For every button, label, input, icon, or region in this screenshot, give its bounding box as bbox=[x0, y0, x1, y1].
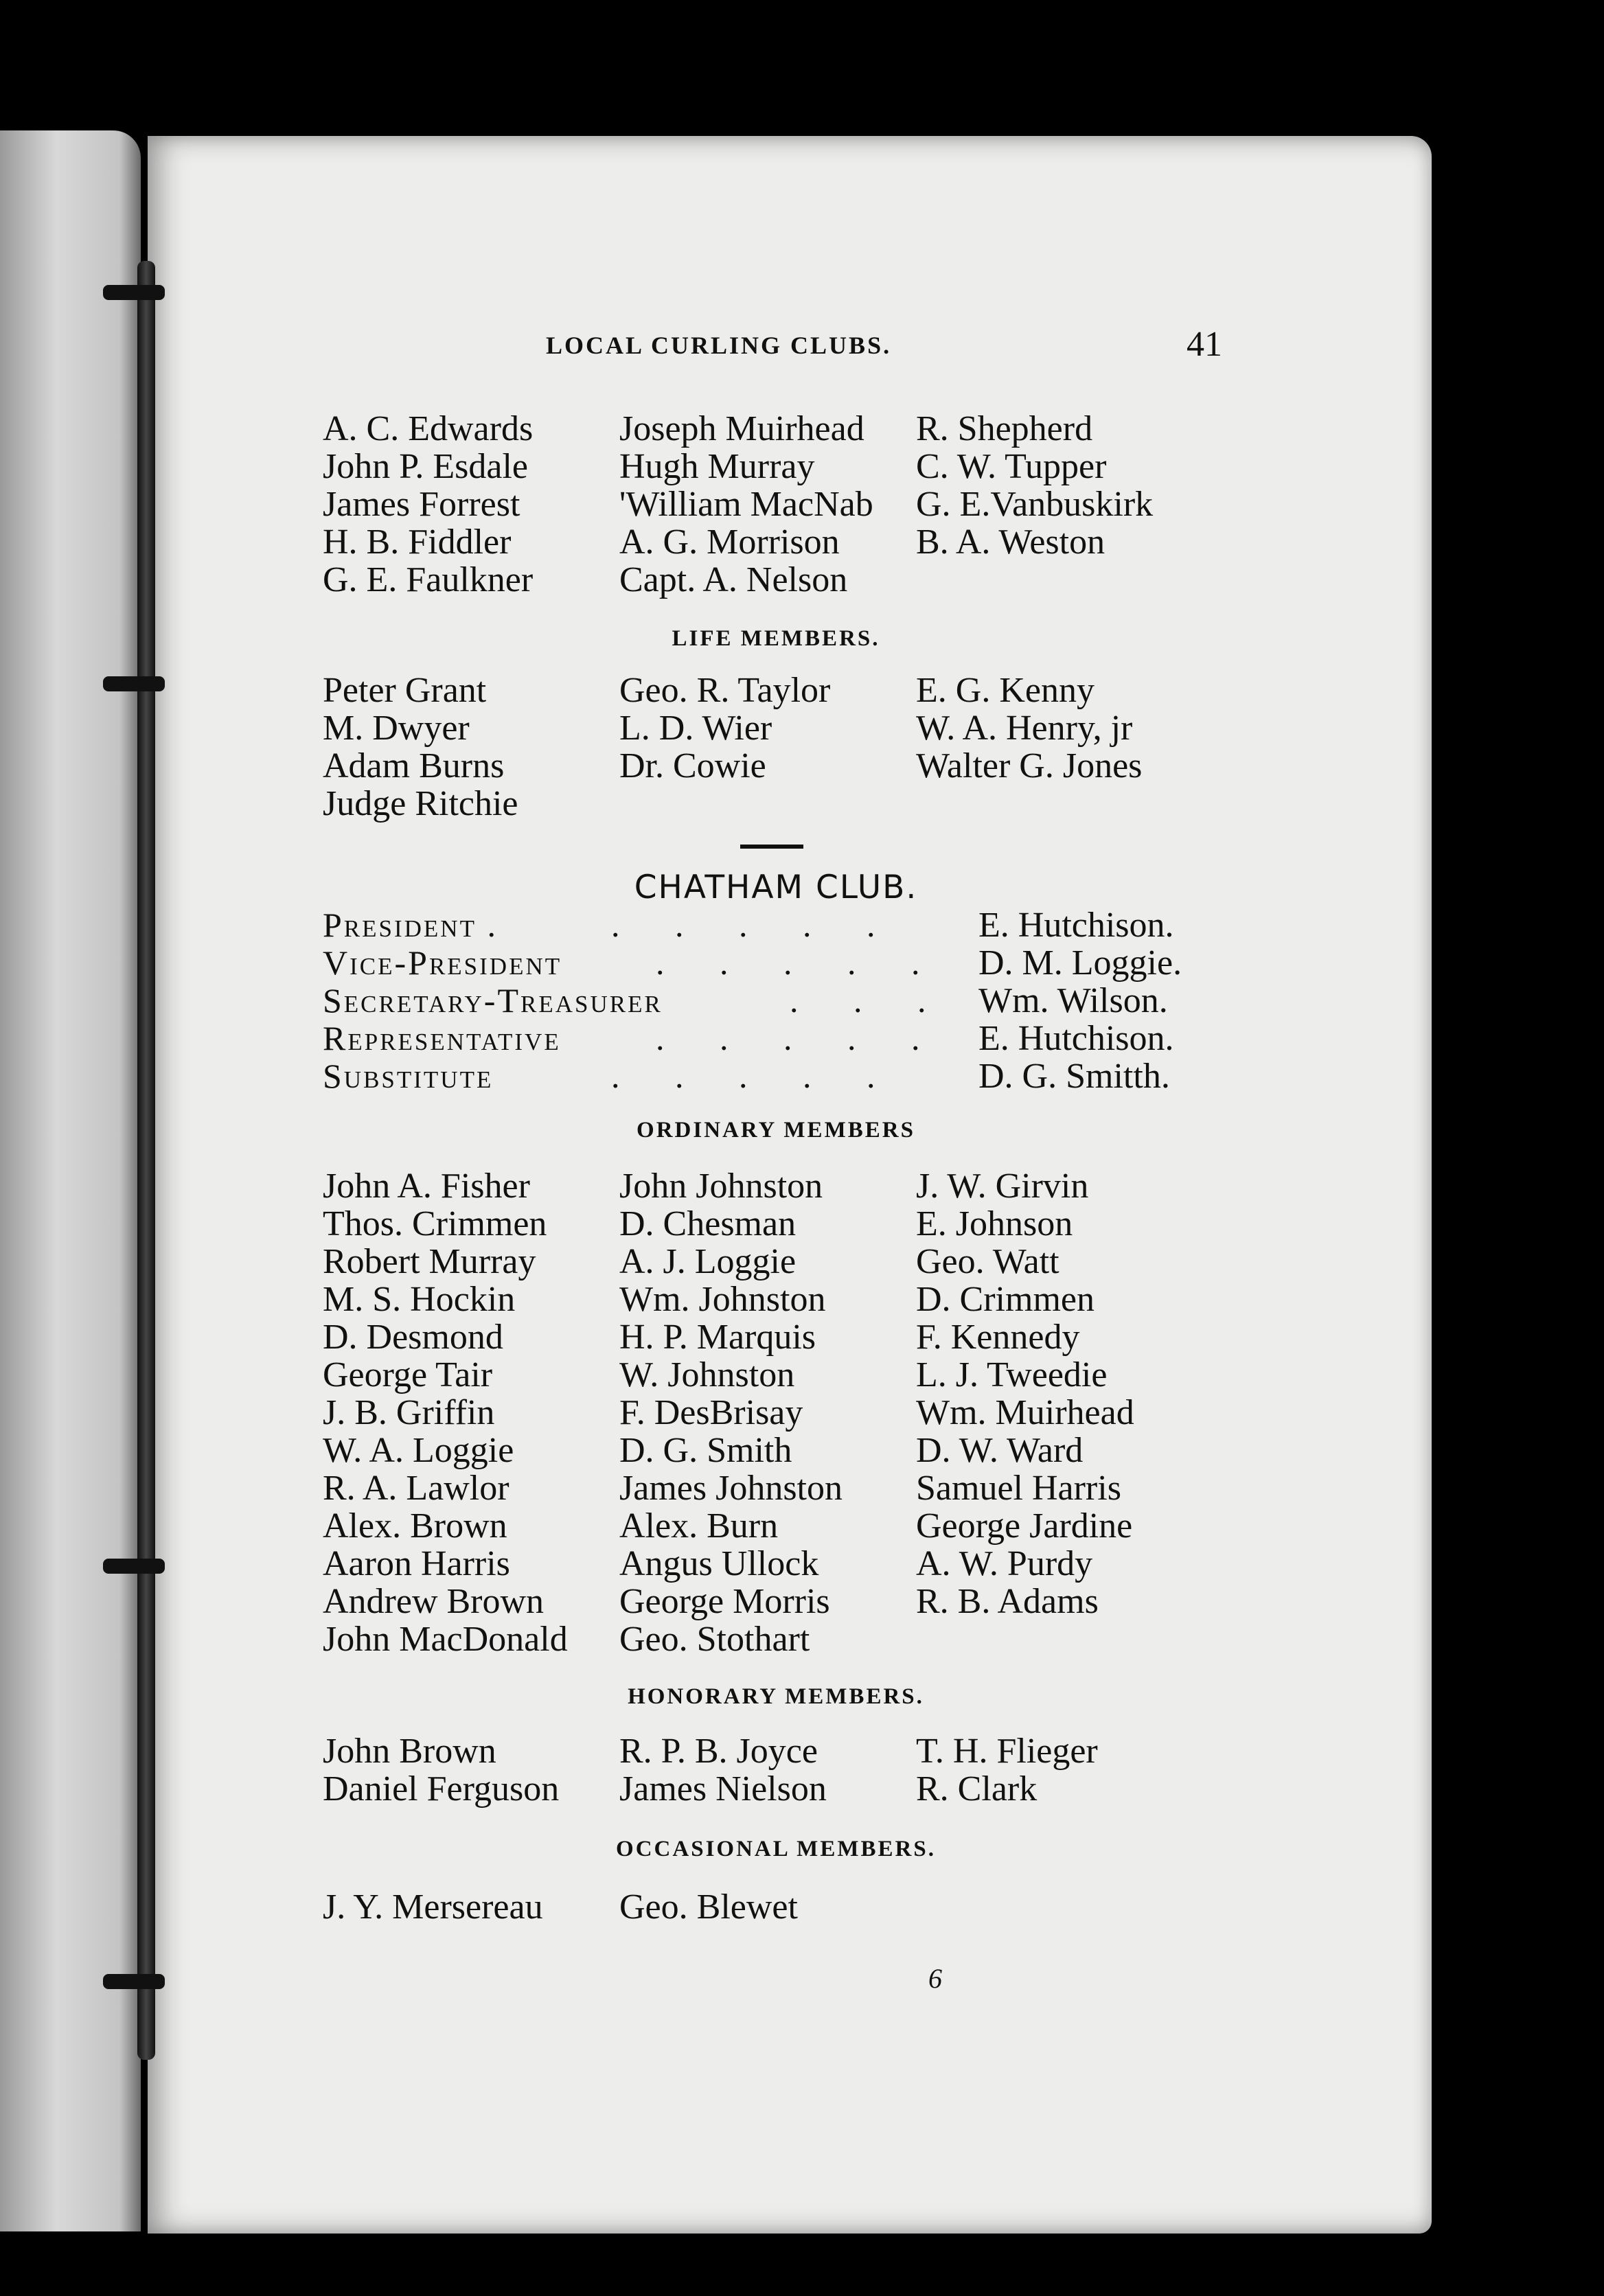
leader-dots: . . . . . bbox=[656, 1019, 943, 1057]
life-members-list bbox=[323, 671, 1229, 823]
member-name: Adam Burns bbox=[323, 746, 505, 785]
leader-dots: . . . bbox=[790, 981, 950, 1020]
member-name bbox=[916, 1620, 1229, 1658]
honorary-members-list bbox=[323, 1732, 1229, 1808]
member-name: Samuel Harris bbox=[916, 1469, 1121, 1508]
member-name: D. W. Ward bbox=[916, 1431, 1084, 1470]
binding-stitch bbox=[103, 1559, 165, 1574]
officer-row bbox=[323, 980, 1236, 1018]
member-name: W. Johnston bbox=[619, 1355, 795, 1394]
list-row bbox=[323, 1770, 1229, 1808]
member-name: G. E. Faulkner bbox=[323, 560, 534, 599]
member-name: Hugh Murray bbox=[619, 447, 815, 486]
member-name: H. B. Fiddler bbox=[323, 523, 512, 562]
list-row bbox=[323, 1318, 1229, 1356]
member-name: 'William MacNab bbox=[619, 485, 873, 524]
ordinary-members-heading: ORDINARY MEMBERS bbox=[637, 1118, 915, 1143]
member-name: James Nielson bbox=[619, 1769, 827, 1809]
member-name: Wm. Johnston bbox=[619, 1280, 826, 1319]
member-name: Wm. Muirhead bbox=[916, 1393, 1134, 1432]
page-number: 41 bbox=[1187, 325, 1222, 364]
member-name: C. W. Tupper bbox=[916, 447, 1107, 486]
officer-row bbox=[323, 905, 1236, 943]
member-name: Dr. Cowie bbox=[619, 746, 766, 785]
member-name: E. G. Kenny bbox=[916, 671, 1095, 710]
member-name: George Tair bbox=[323, 1355, 493, 1394]
list-row bbox=[323, 523, 1229, 561]
member-name: W. A. Loggie bbox=[323, 1431, 514, 1470]
member-name: John MacDonald bbox=[323, 1620, 568, 1659]
binding-stitch bbox=[103, 676, 165, 691]
member-name: T. H. Flieger bbox=[916, 1732, 1098, 1771]
list-row bbox=[323, 785, 1229, 823]
list-row bbox=[323, 1432, 1229, 1469]
member-name: L. J. Tweedie bbox=[916, 1355, 1108, 1394]
list-row bbox=[323, 1888, 1229, 1926]
member-name: Peter Grant bbox=[323, 671, 487, 710]
list-row bbox=[323, 1205, 1229, 1243]
list-row bbox=[323, 1620, 1229, 1658]
officer-name: E. Hutchison. bbox=[978, 906, 1174, 945]
leader-dots: . . . . . bbox=[611, 906, 899, 944]
member-name: F. Kennedy bbox=[916, 1318, 1080, 1357]
club-title: CHATHAM CLUB. bbox=[634, 869, 918, 906]
officer-row bbox=[323, 1018, 1236, 1056]
member-name: A. J. Loggie bbox=[619, 1242, 797, 1281]
officer-row bbox=[323, 1056, 1236, 1094]
member-name: A. G. Morrison bbox=[619, 523, 840, 562]
member-name: James Johnston bbox=[619, 1469, 843, 1508]
life-members-heading: LIFE MEMBERS. bbox=[672, 626, 880, 651]
member-name bbox=[916, 1888, 1229, 1926]
list-row bbox=[323, 671, 1229, 709]
officer-row bbox=[323, 943, 1236, 983]
member-name: F. DesBrisay bbox=[619, 1393, 803, 1432]
member-name: Daniel Ferguson bbox=[323, 1769, 560, 1809]
member-name: M. S. Hockin bbox=[323, 1280, 516, 1319]
member-name: Aaron Harris bbox=[323, 1544, 510, 1583]
officer-name: D. M. Loggie. bbox=[978, 943, 1182, 983]
leader-dots: . . . . . bbox=[656, 943, 943, 982]
officer-name: Wm. Wilson. bbox=[978, 981, 1168, 1020]
list-row bbox=[323, 1243, 1229, 1281]
member-name: Joseph Muirhead bbox=[619, 409, 864, 448]
member-name: Alex. Brown bbox=[323, 1506, 507, 1546]
ordinary-members-list bbox=[323, 1167, 1229, 1658]
officer-title: Secretary-Treasurer bbox=[323, 981, 663, 1020]
member-name: D. Chesman bbox=[619, 1204, 797, 1243]
member-name: H. P. Marquis bbox=[619, 1318, 816, 1357]
member-name: Capt. A. Nelson bbox=[619, 560, 848, 599]
previous-page-edge bbox=[0, 130, 141, 2231]
member-name: D. G. Smith bbox=[619, 1431, 792, 1470]
member-name: R. Shepherd bbox=[916, 409, 1093, 448]
member-name: D. Desmond bbox=[323, 1318, 503, 1357]
member-name: Judge Ritchie bbox=[323, 784, 518, 823]
honorary-members-heading: HONORARY MEMBERS. bbox=[628, 1684, 924, 1709]
list-row bbox=[323, 410, 1229, 448]
member-name: A. C. Edwards bbox=[323, 409, 534, 448]
officer-title: Substitute bbox=[323, 1057, 494, 1095]
member-name: Thos. Crimmen bbox=[323, 1204, 547, 1243]
member-name: E. Johnson bbox=[916, 1204, 1073, 1243]
section-divider bbox=[740, 845, 803, 849]
member-name: G. E.Vanbuskirk bbox=[916, 485, 1154, 524]
member-name: B. A. Weston bbox=[916, 523, 1105, 562]
member-name: Angus Ullock bbox=[619, 1544, 819, 1583]
member-name: J. B. Griffin bbox=[323, 1393, 495, 1432]
list-row bbox=[323, 485, 1229, 523]
member-name: L. D. Wier bbox=[619, 709, 772, 748]
member-name: Robert Murray bbox=[323, 1242, 536, 1281]
leader-dots: . . . . . bbox=[611, 1057, 899, 1095]
member-name: D. Crimmen bbox=[916, 1280, 1095, 1319]
member-name: John A. Fisher bbox=[323, 1167, 530, 1206]
list-row bbox=[323, 1281, 1229, 1318]
member-name: W. A. Henry, jr bbox=[916, 709, 1133, 748]
officer-title: President . bbox=[323, 906, 498, 944]
member-name: George Morris bbox=[619, 1582, 830, 1621]
member-name: John P. Esdale bbox=[323, 447, 528, 486]
list-row bbox=[323, 1356, 1229, 1394]
list-row bbox=[323, 709, 1229, 747]
list-row bbox=[323, 1469, 1229, 1507]
member-name: Alex. Burn bbox=[619, 1506, 779, 1546]
member-name bbox=[916, 561, 1229, 599]
list-row bbox=[323, 448, 1229, 485]
binding-stitch bbox=[103, 285, 165, 300]
occasional-members-heading: OCCASIONAL MEMBERS. bbox=[616, 1837, 936, 1861]
member-name: James Forrest bbox=[323, 485, 520, 524]
officer-title: Representative bbox=[323, 1019, 561, 1057]
member-name: J. W. Girvin bbox=[916, 1167, 1089, 1206]
member-name: John Johnston bbox=[619, 1167, 823, 1206]
list-row bbox=[323, 1583, 1229, 1620]
member-name: R. A. Lawlor bbox=[323, 1469, 509, 1508]
list-row bbox=[323, 1394, 1229, 1432]
officer-title: Vice-President bbox=[323, 943, 562, 982]
member-name: Geo. Stothart bbox=[619, 1620, 810, 1659]
list-row bbox=[323, 561, 1229, 599]
binding-spine bbox=[137, 261, 155, 2060]
member-name bbox=[619, 785, 916, 823]
running-head: LOCAL CURLING CLUBS. bbox=[546, 332, 892, 359]
officer-name: D. G. Smitth. bbox=[978, 1057, 1170, 1096]
member-name: Geo. Watt bbox=[916, 1242, 1059, 1281]
binding-stitch bbox=[103, 1974, 165, 1989]
member-name: J. Y. Mersereau bbox=[323, 1887, 543, 1927]
member-name: M. Dwyer bbox=[323, 709, 470, 748]
member-name: Geo. R. Taylor bbox=[619, 671, 831, 710]
member-name: John Brown bbox=[323, 1732, 496, 1771]
member-name: R. B. Adams bbox=[916, 1582, 1099, 1621]
member-name: R. Clark bbox=[916, 1769, 1038, 1809]
officer-name: E. Hutchison. bbox=[978, 1019, 1174, 1058]
list-row bbox=[323, 1732, 1229, 1770]
list-row bbox=[323, 1545, 1229, 1583]
continued-members-list bbox=[323, 410, 1229, 599]
member-name: A. W. Purdy bbox=[916, 1544, 1093, 1583]
member-name: Walter G. Jones bbox=[916, 746, 1143, 785]
member-name: George Jardine bbox=[916, 1506, 1133, 1546]
member-name: Andrew Brown bbox=[323, 1582, 545, 1621]
member-name bbox=[916, 785, 1229, 823]
occasional-members-list bbox=[323, 1888, 1229, 1926]
list-row bbox=[323, 747, 1229, 785]
member-name: Geo. Blewet bbox=[619, 1887, 798, 1927]
signature-mark: 6 bbox=[928, 1963, 942, 1994]
member-name: R. P. B. Joyce bbox=[619, 1732, 818, 1771]
list-row bbox=[323, 1507, 1229, 1545]
list-row bbox=[323, 1167, 1229, 1205]
officers-list bbox=[323, 905, 1236, 1094]
